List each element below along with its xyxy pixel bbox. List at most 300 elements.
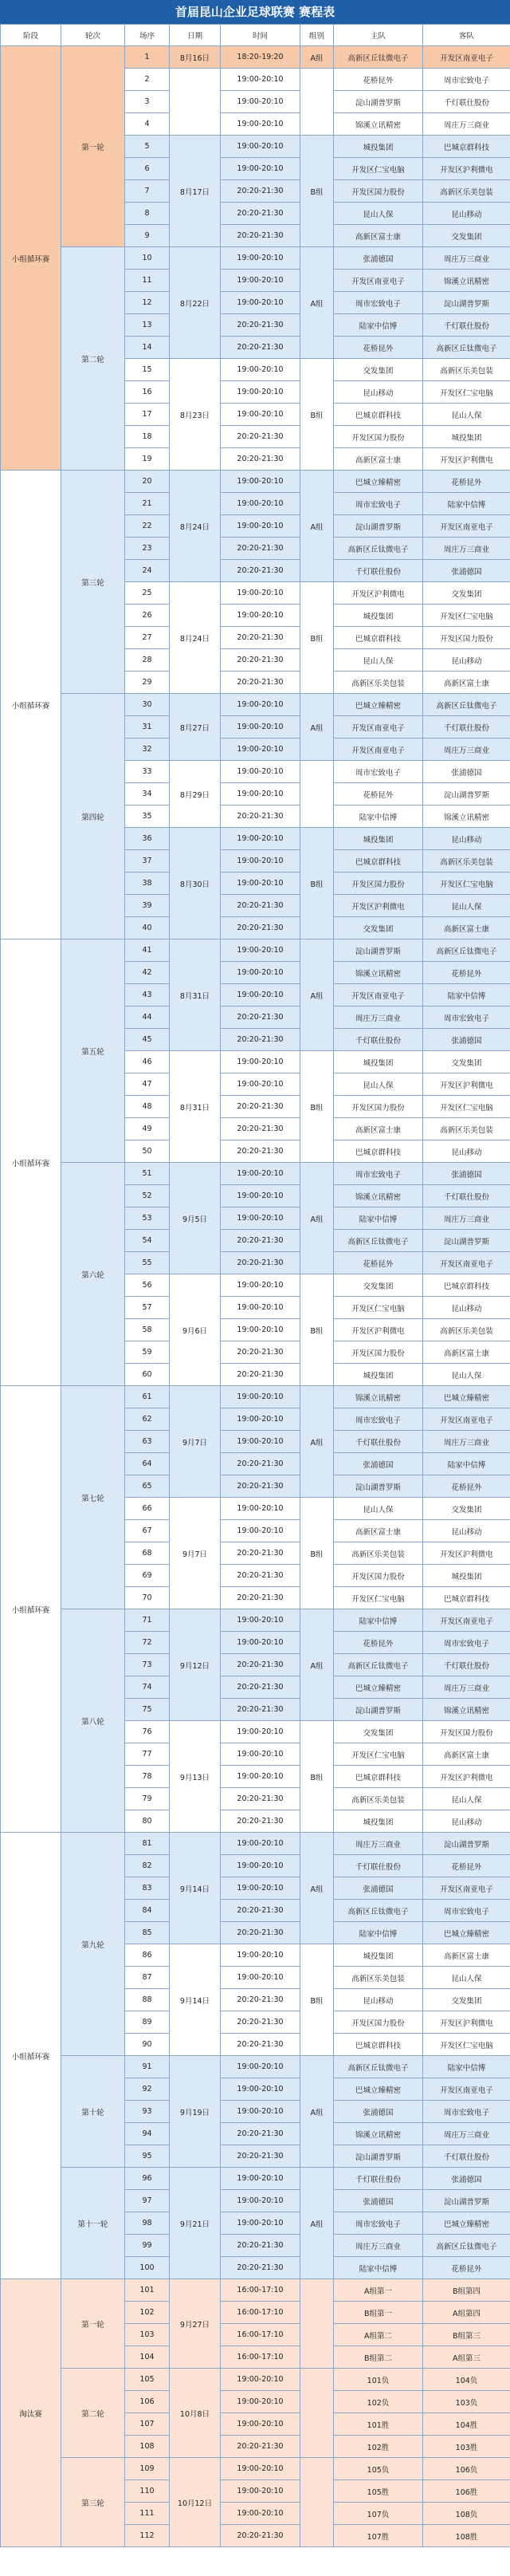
- away-team: 昆山人保: [423, 404, 510, 426]
- match-no: 95: [125, 2145, 170, 2168]
- group-cell: B组: [300, 359, 334, 471]
- away-team: 周庄万三商业: [423, 1676, 510, 1699]
- header-away: 客队: [423, 25, 510, 46]
- away-team: 周庄万三商业: [423, 1431, 510, 1453]
- match-no: 75: [125, 1699, 170, 1721]
- match-no: 53: [125, 1207, 170, 1230]
- group-cell: A组: [300, 46, 334, 69]
- home-team: 开发区仁宝电脑: [334, 158, 423, 180]
- match-no: 35: [125, 805, 170, 828]
- away-team: 开发区南亚电子: [423, 46, 510, 69]
- away-team: 花桥昆外: [423, 471, 510, 493]
- away-team: 周庄万三商业: [423, 538, 510, 560]
- match-no: 101: [125, 2279, 170, 2302]
- match-no: 6: [125, 158, 170, 180]
- time-cell: 19:00-20:10: [221, 850, 300, 872]
- time-cell: 19:00-20:10: [221, 2503, 300, 2525]
- schedule-table: [0, 24, 510, 2547]
- match-no: 11: [125, 270, 170, 292]
- match-no: 61: [125, 1386, 170, 1408]
- schedule-body: [1, 46, 510, 2547]
- date-cell: [170, 69, 221, 136]
- home-team: 淀山湖普罗斯: [334, 1699, 423, 1721]
- home-team: 陆家中信博: [334, 805, 423, 828]
- date-cell: 9月14日: [170, 1833, 221, 1944]
- away-team: 高新区富士康: [423, 1743, 510, 1766]
- header-round: 轮次: [61, 25, 125, 46]
- away-team: 巴城京群科技: [423, 136, 510, 158]
- match-no: 64: [125, 1453, 170, 1475]
- time-cell: 19:00-20:10: [221, 984, 300, 1006]
- home-team: 102负: [334, 2391, 423, 2413]
- time-cell: 20:20-21:30: [221, 2034, 300, 2056]
- stage-cell: 小组循环赛: [1, 939, 61, 1386]
- time-cell: 16:00-17:10: [221, 2324, 300, 2346]
- home-team: 锦溪立讯精密: [334, 962, 423, 984]
- home-team: 城投集团: [334, 1944, 423, 1967]
- home-team: 陆家中信博: [334, 1609, 423, 1632]
- header-match-no: 场序: [125, 25, 170, 46]
- time-cell: 19:00-20:10: [221, 939, 300, 962]
- time-cell: 19:00-20:10: [221, 2391, 300, 2413]
- time-cell: 19:00-20:10: [221, 1743, 300, 1766]
- home-team: 开发区国力股份: [334, 1565, 423, 1587]
- home-team: 开发区仁宝电脑: [334, 1743, 423, 1766]
- time-cell: 20:20-21:30: [221, 2011, 300, 2034]
- time-cell: 19:00-20:10: [221, 2056, 300, 2078]
- match-no: 78: [125, 1766, 170, 1788]
- away-team: 开发区沪利微电: [423, 448, 510, 471]
- away-team: 陆家中信博: [423, 493, 510, 515]
- group-cell: B组: [300, 1944, 334, 2056]
- away-team: 锦溪立讯精密: [423, 1699, 510, 1721]
- time-cell: 19:00-20:10: [221, 962, 300, 984]
- time-cell: 19:00-20:10: [221, 2480, 300, 2503]
- group-cell: A组: [300, 939, 334, 1051]
- match-no: 93: [125, 2101, 170, 2123]
- time-cell: 19:00-20:10: [221, 471, 300, 493]
- table-row: [1, 2369, 510, 2391]
- time-cell: 20:20-21:30: [221, 895, 300, 917]
- match-no: 37: [125, 850, 170, 872]
- match-no: 38: [125, 872, 170, 895]
- time-cell: 19:00-20:10: [221, 2458, 300, 2480]
- round-cell: 第八轮: [61, 1609, 125, 1833]
- away-team: 103胜: [423, 2436, 510, 2458]
- home-team: 开发区国力股份: [334, 426, 423, 448]
- table-row: [1, 2168, 510, 2190]
- home-team: 开发区国力股份: [334, 872, 423, 895]
- page-title: 首届昆山企业足球联赛 赛程表: [0, 0, 510, 24]
- match-no: 52: [125, 1185, 170, 1207]
- away-team: 昆山移动: [423, 1297, 510, 1319]
- match-no: 98: [125, 2212, 170, 2235]
- match-no: 110: [125, 2480, 170, 2503]
- time-cell: 19:00-20:10: [221, 2413, 300, 2436]
- match-no: 76: [125, 1721, 170, 1743]
- match-no: 39: [125, 895, 170, 917]
- group-cell: B组: [300, 1721, 334, 1833]
- home-team: 高新区乐美包装: [334, 1542, 423, 1565]
- away-team: 千灯联仕股份: [423, 716, 510, 739]
- time-cell: 19:00-20:10: [221, 1319, 300, 1341]
- time-cell: 20:20-21:30: [221, 1252, 300, 1274]
- time-cell: 20:20-21:30: [221, 1922, 300, 1944]
- home-team: 周市宏致电子: [334, 2212, 423, 2235]
- table-row: [1, 694, 510, 716]
- date-cell: 9月21日: [170, 2168, 221, 2279]
- time-cell: 19:00-20:10: [221, 1408, 300, 1431]
- match-no: 22: [125, 515, 170, 538]
- match-no: 46: [125, 1051, 170, 1073]
- table-row: [1, 2279, 510, 2302]
- group-cell: A组: [300, 1609, 334, 1721]
- date-cell: 8月24日: [170, 471, 221, 582]
- away-team: 张浦德国: [423, 560, 510, 582]
- header-group: 组别: [300, 25, 334, 46]
- time-cell: 20:20-21:30: [221, 1565, 300, 1587]
- time-cell: 16:00-17:10: [221, 2279, 300, 2302]
- time-cell: 19:00-20:10: [221, 1721, 300, 1743]
- away-team: 104胜: [423, 2413, 510, 2436]
- away-team: 昆山人保: [423, 1364, 510, 1386]
- group-cell: A组: [300, 1833, 334, 1944]
- away-team: 交发集团: [423, 1498, 510, 1520]
- away-team: 张浦德国: [423, 761, 510, 783]
- time-cell: 20:20-21:30: [221, 1029, 300, 1051]
- away-team: 陆家中信博: [423, 2056, 510, 2078]
- away-team: 开发区仁宝电脑: [423, 1096, 510, 1118]
- away-team: 开发区南亚电子: [423, 1877, 510, 1900]
- home-team: 开发区南亚电子: [334, 716, 423, 739]
- home-team: 淀山湖普罗斯: [334, 939, 423, 962]
- round-cell: 第三轮: [61, 471, 125, 694]
- away-team: 千灯联仕股份: [423, 91, 510, 113]
- match-no: 30: [125, 694, 170, 716]
- away-team: 开发区南亚电子: [423, 1609, 510, 1632]
- away-team: 高新区丘钛微电子: [423, 2235, 510, 2257]
- date-cell: 8月31日: [170, 939, 221, 1051]
- match-no: 99: [125, 2235, 170, 2257]
- time-cell: 20:20-21:30: [221, 1542, 300, 1565]
- home-team: 107胜: [334, 2525, 423, 2547]
- match-no: 19: [125, 448, 170, 471]
- header-time: 时间: [221, 25, 300, 46]
- away-team: 开发区沪利微电: [423, 2011, 510, 2034]
- header-row: [1, 25, 510, 46]
- match-no: 89: [125, 2011, 170, 2034]
- time-cell: 20:20-21:30: [221, 2257, 300, 2279]
- match-no: 40: [125, 917, 170, 939]
- time-cell: 20:20-21:30: [221, 1453, 300, 1475]
- match-no: 7: [125, 180, 170, 203]
- time-cell: 19:00-20:10: [221, 136, 300, 158]
- time-cell: 20:20-21:30: [221, 1699, 300, 1721]
- time-cell: 19:00-20:10: [221, 1163, 300, 1185]
- time-cell: 20:20-21:30: [221, 1364, 300, 1386]
- away-team: 交发集团: [423, 225, 510, 247]
- away-team: 周庄万三商业: [423, 2123, 510, 2145]
- match-no: 72: [125, 1632, 170, 1654]
- round-cell: 第二轮: [61, 2369, 125, 2458]
- stage-cell: 小组循环赛: [1, 46, 61, 471]
- match-no: 25: [125, 582, 170, 605]
- home-team: 张浦德国: [334, 247, 423, 270]
- match-no: 65: [125, 1475, 170, 1498]
- time-cell: 19:00-20:10: [221, 1609, 300, 1632]
- time-cell: 19:00-20:10: [221, 1073, 300, 1096]
- group-cell: A组: [300, 247, 334, 359]
- away-team: 千灯联仕股份: [423, 1185, 510, 1207]
- home-team: 巴城立臻精密: [334, 2078, 423, 2101]
- home-team: 开发区国力股份: [334, 2011, 423, 2034]
- home-team: 锦溪立讯精密: [334, 2123, 423, 2145]
- time-cell: 19:00-20:10: [221, 694, 300, 716]
- away-team: 昆山人保: [423, 1967, 510, 1989]
- home-team: 昆山移动: [334, 1989, 423, 2011]
- table-row: [1, 1163, 510, 1185]
- match-no: 84: [125, 1900, 170, 1922]
- match-no: 74: [125, 1676, 170, 1699]
- time-cell: 20:20-21:30: [221, 649, 300, 672]
- date-cell: 10月12日: [170, 2458, 221, 2547]
- match-no: 32: [125, 739, 170, 761]
- match-no: 36: [125, 828, 170, 850]
- time-cell: 19:00-20:10: [221, 1274, 300, 1297]
- home-team: 周市宏致电子: [334, 292, 423, 314]
- away-team: 106负: [423, 2458, 510, 2480]
- away-team: 开发区仁宝电脑: [423, 2034, 510, 2056]
- home-team: 城投集团: [334, 136, 423, 158]
- away-team: 花桥昆外: [423, 1855, 510, 1877]
- away-team: 周庄万三商业: [423, 113, 510, 136]
- home-team: 张浦德国: [334, 2101, 423, 2123]
- away-team: 开发区仁宝电脑: [423, 872, 510, 895]
- time-cell: 19:00-20:10: [221, 91, 300, 113]
- away-team: 昆山人保: [423, 895, 510, 917]
- home-team: 昆山人保: [334, 203, 423, 225]
- home-team: 周庄万三商业: [334, 1006, 423, 1029]
- table-row: [1, 939, 510, 962]
- match-no: 100: [125, 2257, 170, 2279]
- home-team: 巴城京群科技: [334, 1766, 423, 1788]
- group-cell: A组: [300, 2056, 334, 2168]
- match-no: 111: [125, 2503, 170, 2525]
- match-no: 81: [125, 1833, 170, 1855]
- home-team: 城投集团: [334, 1364, 423, 1386]
- home-team: 千灯联仕股份: [334, 1855, 423, 1877]
- match-no: 42: [125, 962, 170, 984]
- round-cell: 第六轮: [61, 1163, 125, 1386]
- home-team: 锦溪立讯精密: [334, 1386, 423, 1408]
- home-team: 巴城京群科技: [334, 404, 423, 426]
- match-no: 27: [125, 627, 170, 649]
- home-team: 高新区乐美包装: [334, 1788, 423, 1810]
- match-no: 43: [125, 984, 170, 1006]
- match-no: 68: [125, 1542, 170, 1565]
- away-team: 张浦德国: [423, 1163, 510, 1185]
- group-cell: B组: [300, 1274, 334, 1386]
- date-cell: 10月8日: [170, 2369, 221, 2458]
- table-row: [1, 1386, 510, 1408]
- group-cell: [300, 2279, 334, 2369]
- time-cell: 20:20-21:30: [221, 2145, 300, 2168]
- home-team: 高新区丘钛微电子: [334, 46, 423, 69]
- time-cell: 19:00-20:10: [221, 2078, 300, 2101]
- date-cell: 9月7日: [170, 1386, 221, 1498]
- time-cell: 20:20-21:30: [221, 2436, 300, 2458]
- group-cell: B组: [300, 1498, 334, 1609]
- match-no: 18: [125, 426, 170, 448]
- match-no: 83: [125, 1877, 170, 1900]
- match-no: 28: [125, 649, 170, 672]
- home-team: 花桥昆外: [334, 783, 423, 805]
- group-cell: B组: [300, 136, 334, 247]
- home-team: 开发区南亚电子: [334, 739, 423, 761]
- time-cell: 20:20-21:30: [221, 1341, 300, 1364]
- away-team: 开发区仁宝电脑: [423, 605, 510, 627]
- away-team: 周市宏致电子: [423, 1006, 510, 1029]
- home-team: 巴城京群科技: [334, 627, 423, 649]
- away-team: 花桥昆外: [423, 962, 510, 984]
- home-team: 花桥昆外: [334, 69, 423, 91]
- away-team: 开发区国力股份: [423, 627, 510, 649]
- time-cell: 20:20-21:30: [221, 1676, 300, 1699]
- time-cell: 19:00-20:10: [221, 582, 300, 605]
- match-no: 60: [125, 1364, 170, 1386]
- home-team: 巴城立臻精密: [334, 471, 423, 493]
- time-cell: 19:00-20:10: [221, 1877, 300, 1900]
- away-team: 巴城立臻精密: [423, 1922, 510, 1944]
- time-cell: 20:20-21:30: [221, 203, 300, 225]
- home-team: 高新区丘钛微电子: [334, 1900, 423, 1922]
- time-cell: 19:00-20:10: [221, 761, 300, 783]
- match-no: 108: [125, 2436, 170, 2458]
- time-cell: 19:00-20:10: [221, 872, 300, 895]
- away-team: 开发区沪利微电: [423, 1766, 510, 1788]
- home-team: 105胜: [334, 2480, 423, 2503]
- home-team: 107负: [334, 2503, 423, 2525]
- match-no: 50: [125, 1140, 170, 1163]
- time-cell: 16:00-17:10: [221, 2346, 300, 2369]
- match-no: 26: [125, 605, 170, 627]
- time-cell: 20:20-21:30: [221, 1989, 300, 2011]
- match-no: 66: [125, 1498, 170, 1520]
- time-cell: 19:00-20:10: [221, 739, 300, 761]
- home-team: 开发区南亚电子: [334, 984, 423, 1006]
- away-team: 开发区南亚电子: [423, 1252, 510, 1274]
- time-cell: 19:00-20:10: [221, 113, 300, 136]
- time-cell: 19:00-20:10: [221, 1944, 300, 1967]
- match-no: 70: [125, 1587, 170, 1609]
- time-cell: 19:00-20:10: [221, 158, 300, 180]
- away-team: 108胜: [423, 2525, 510, 2547]
- match-no: 56: [125, 1274, 170, 1297]
- time-cell: 19:00-20:10: [221, 69, 300, 91]
- match-no: 62: [125, 1408, 170, 1431]
- away-team: 巴城京群科技: [423, 1274, 510, 1297]
- away-team: 开发区南亚电子: [423, 2078, 510, 2101]
- home-team: 千灯联仕股份: [334, 2168, 423, 2190]
- away-team: 高新区富士康: [423, 917, 510, 939]
- home-team: 高新区富士康: [334, 448, 423, 471]
- away-team: 高新区丘钛微电子: [423, 337, 510, 359]
- date-cell: 9月5日: [170, 1163, 221, 1274]
- away-team: 高新区乐美包装: [423, 180, 510, 203]
- match-no: 41: [125, 939, 170, 962]
- away-team: 108负: [423, 2503, 510, 2525]
- home-team: 千灯联仕股份: [334, 1029, 423, 1051]
- group-cell: A组: [300, 2168, 334, 2279]
- away-team: 交发集团: [423, 582, 510, 605]
- match-no: 12: [125, 292, 170, 314]
- away-team: B组第三: [423, 2324, 510, 2346]
- match-no: 69: [125, 1565, 170, 1587]
- away-team: A组第三: [423, 2346, 510, 2369]
- match-no: 13: [125, 314, 170, 337]
- home-team: 花桥昆外: [334, 1252, 423, 1274]
- home-team: 周庄万三商业: [334, 2235, 423, 2257]
- time-cell: 20:20-21:30: [221, 180, 300, 203]
- match-no: 49: [125, 1118, 170, 1140]
- away-team: 淀山湖普罗斯: [423, 783, 510, 805]
- away-team: 高新区富士康: [423, 1341, 510, 1364]
- date-cell: 8月31日: [170, 1051, 221, 1163]
- home-team: 淀山湖普罗斯: [334, 515, 423, 538]
- match-no: 15: [125, 359, 170, 381]
- match-no: 104: [125, 2346, 170, 2369]
- stage-cell: 小组循环赛: [1, 1833, 61, 2279]
- round-cell: 第一轮: [61, 2279, 125, 2369]
- home-team: 101胜: [334, 2413, 423, 2436]
- away-team: 103负: [423, 2391, 510, 2413]
- match-no: 86: [125, 1944, 170, 1967]
- match-no: 92: [125, 2078, 170, 2101]
- match-no: 31: [125, 716, 170, 739]
- match-no: 85: [125, 1922, 170, 1944]
- away-team: 昆山移动: [423, 1810, 510, 1833]
- round-cell: 第三轮: [61, 2458, 125, 2547]
- match-no: 96: [125, 2168, 170, 2190]
- group-cell: A组: [300, 694, 334, 761]
- stage-cell: 淘汰赛: [1, 2279, 61, 2547]
- home-team: 千灯联仕股份: [334, 1431, 423, 1453]
- group-cell: [300, 761, 334, 828]
- time-cell: 20:20-21:30: [221, 672, 300, 694]
- away-team: 周市宏致电子: [423, 69, 510, 91]
- home-team: 巴城立臻精密: [334, 1676, 423, 1699]
- date-cell: 9月13日: [170, 1721, 221, 1833]
- away-team: 106胜: [423, 2480, 510, 2503]
- home-team: 周庄万三商业: [334, 1833, 423, 1855]
- match-no: 71: [125, 1609, 170, 1632]
- round-cell: 第四轮: [61, 694, 125, 939]
- away-team: 花桥昆外: [423, 2257, 510, 2279]
- time-cell: 19:00-20:10: [221, 2101, 300, 2123]
- match-no: 63: [125, 1431, 170, 1453]
- away-team: 城投集团: [423, 426, 510, 448]
- match-no: 67: [125, 1520, 170, 1542]
- table-row: [1, 46, 510, 69]
- table-row: [1, 247, 510, 270]
- home-team: B组第一: [334, 2302, 423, 2324]
- time-cell: 19:00-20:10: [221, 359, 300, 381]
- match-no: 23: [125, 538, 170, 560]
- date-cell: 9月19日: [170, 2056, 221, 2168]
- round-cell: 第十一轮: [61, 2168, 125, 2279]
- date-cell: 9月6日: [170, 1274, 221, 1386]
- date-cell: 8月22日: [170, 247, 221, 359]
